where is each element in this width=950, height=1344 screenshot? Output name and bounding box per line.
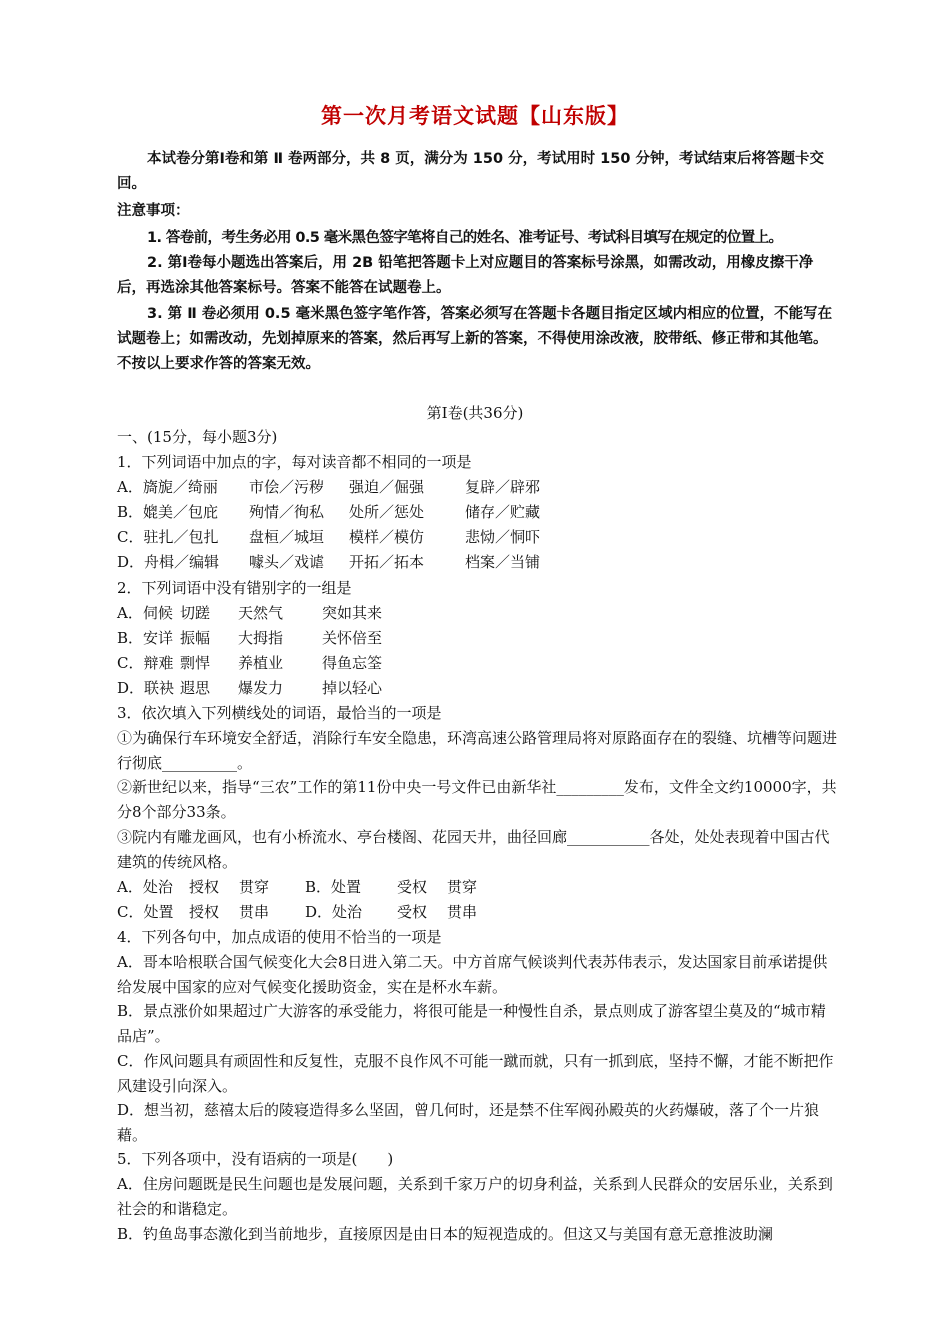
- q2-d-4: 掉以轻心: [322, 679, 383, 697]
- q1-a-4: 复辟／辟邪: [465, 478, 541, 496]
- q3-sentence-1: ①为确保行车环境安全舒适，消除行车安全隐患，环湾高速公路管理局将对原路面存在的裂缝、坑槽等问题进行彻底__________。: [117, 729, 838, 772]
- q3-opt: 贯穿: [447, 878, 478, 896]
- q3-opt: 贯串: [447, 903, 478, 921]
- q2-a-4: 突如其来: [322, 604, 383, 622]
- q4-option-a: A．哥本哈根联合国气候变化大会8日进入第二天。中方首席气候谈判代表苏伟表示，发达国家目前承诺提供给发展中国家的应对气候变化援助资金，实在是杯水车薪。: [117, 953, 828, 996]
- q3-opt: 受权: [397, 878, 428, 896]
- q4-option-d: D．想当初，慈禧太后的陵寝造得多么坚固，曾几何时，还是禁不住军阀孙殿英的火药爆破，落了个一片狼藉。: [117, 1101, 820, 1144]
- q2-a-1: A．伺候: [117, 604, 173, 622]
- q1-a-2: 市侩／污秽: [249, 478, 325, 496]
- q3-options-row-2: [117, 900, 839, 924]
- q3-opt: 授权: [189, 878, 220, 896]
- section-title: 第Ⅰ卷(共36分): [426, 404, 524, 422]
- q2-d-2: 遐思: [180, 679, 211, 697]
- note-3: 3. 第 Ⅱ 卷必须用 0.5 毫米黑色签字笔作答，答案必须写在答题卡各题目指定区域内相应的位置，不能写在试题卷上；如需改动，先划掉原来的答案，然后再写上新的答案，不得使用涂改液，胶带纸、修正带和其他笔。不按以上要求作答的答案无效。: [117, 306, 833, 372]
- q1-d-3: 开拓／拓本: [349, 553, 425, 571]
- q1-c-1: C．驻扎／包扎: [117, 528, 219, 546]
- q5-option-b: B．钓鱼岛事态激化到当前地步，直接原因是由日本的短视造成的。但这又与美国有意无意推波助澜: [117, 1225, 774, 1243]
- page-title: 第一次月考语文试题【山东版】: [321, 104, 629, 128]
- q1-b-2: 殉情／徇私: [249, 503, 325, 521]
- q5-option-a: A．住房问题既是民生问题也是发展问题，关系到千家万户的切身利益，关系到人民群众的安居乐业，关系到社会的和谐稳定。: [117, 1175, 833, 1218]
- q2-a-3: 天然气: [238, 604, 284, 622]
- note-1: 1. 答卷前，考生务必用 0.5 毫米黑色签字笔将自己的姓名、准考证号、考试科目填写在规定的位置上。: [147, 230, 783, 246]
- q1-b-4: 储存／贮藏: [465, 503, 541, 521]
- q3-opt: B．处置: [305, 878, 362, 896]
- q3-opt: 贯串: [239, 903, 270, 921]
- q2-a-2: 切蹉: [180, 604, 211, 622]
- note-2: 2. 第Ⅰ卷每小题选出答案后，用 2B 铅笔把答题卡上对应题目的答案标号涂黑，如需改动，用橡皮擦干净后，再选涂其他答案标号。答案不能答在试题卷上。: [117, 255, 814, 296]
- q3-options-row-1: [117, 875, 839, 899]
- q1-d-4: 档案／当铺: [465, 553, 541, 571]
- q2-option-b: [117, 626, 839, 650]
- q2-c-3: 养植业: [238, 654, 284, 672]
- q3-opt: D．处治: [305, 903, 363, 921]
- q3-sentence-3: ③院内有雕龙画风，也有小桥流水、亭台楼阁、花园天井，曲径回廊___________各处，处处表现着中国古代建筑的传统风格。: [117, 828, 830, 871]
- q3-opt: 贯穿: [239, 878, 270, 896]
- q3-opt: 授权: [189, 903, 220, 921]
- q2-c-1: C．辩难: [117, 654, 174, 672]
- q3-opt: A．处治: [117, 878, 173, 896]
- q3-sentence-2: ②新世纪以来，指导“三农”工作的第11份中央一号文件已由新华社_________发布，文件全文约10000字，共分8个部分33条。: [117, 778, 837, 821]
- notes-heading: 注意事项：: [117, 203, 190, 219]
- question-5-stem: 5．下列各项中，没有语病的一项是( ): [117, 1150, 394, 1168]
- question-1-stem: 1．下列词语中加点的字，每对读音都不相同的一项是: [117, 453, 472, 471]
- question-3-stem: 3．依次填入下列横线处的词语，最恰当的一项是: [117, 704, 442, 722]
- q2-c-2: 剽悍: [180, 654, 211, 672]
- q1-option-a: [117, 475, 839, 499]
- q1-c-4: 悲恸／恫吓: [465, 528, 541, 546]
- q2-b-4: 关怀倍至: [322, 629, 383, 647]
- q2-b-3: 大拇指: [238, 629, 284, 647]
- q2-option-a: [117, 601, 839, 625]
- q1-option-c: [117, 525, 839, 549]
- q1-b-1: B．媲美／包庇: [117, 503, 219, 521]
- q2-option-c: [117, 651, 839, 675]
- intro-paragraph: 本试卷分第Ⅰ卷和第 Ⅱ 卷两部分，共 8 页，满分为 150 分，考试用时 150 分钟，考试结束后将答题卡交回。: [117, 151, 824, 192]
- q1-c-2: 盘桓／城垣: [249, 528, 325, 546]
- q2-option-d: [117, 676, 839, 700]
- q3-opt: 受权: [397, 903, 428, 921]
- q2-c-4: 得鱼忘筌: [322, 654, 383, 672]
- question-4-stem: 4．下列各句中，加点成语的使用不恰当的一项是: [117, 928, 442, 946]
- q1-a-3: 强迫／倔强: [349, 478, 425, 496]
- q2-b-2: 振幅: [180, 629, 211, 647]
- q1-c-3: 模样／模仿: [349, 528, 425, 546]
- question-2-stem: 2．下列词语中没有错别字的一组是: [117, 579, 352, 597]
- q1-option-b: [117, 500, 839, 524]
- q1-d-2: 噱头／戏谑: [249, 553, 325, 571]
- q1-d-1: D．舟楫／编辑: [117, 553, 220, 571]
- part-heading: 一、(15分，每小题3分): [117, 428, 278, 446]
- q4-option-c: C．作风问题具有顽固性和反复性，克服不良作风不可能一蹴而就，只有一抓到底，坚持不懈，才能不断把作风建设引向深入。: [117, 1052, 834, 1095]
- q1-a-1: A．旖旎／绮丽: [117, 478, 218, 496]
- q1-b-3: 处所／惩处: [349, 503, 425, 521]
- q2-b-1: B．安详: [117, 629, 174, 647]
- q3-opt: C．处置: [117, 903, 174, 921]
- q2-d-3: 爆发力: [238, 679, 284, 697]
- q1-option-d: [117, 550, 839, 574]
- q4-option-b: B．景点涨价如果超过广大游客的承受能力，将很可能是一种慢性自杀，景点则成了游客望尘莫及的“城市精品店”。: [117, 1002, 826, 1045]
- q2-d-1: D．联袂: [117, 679, 175, 697]
